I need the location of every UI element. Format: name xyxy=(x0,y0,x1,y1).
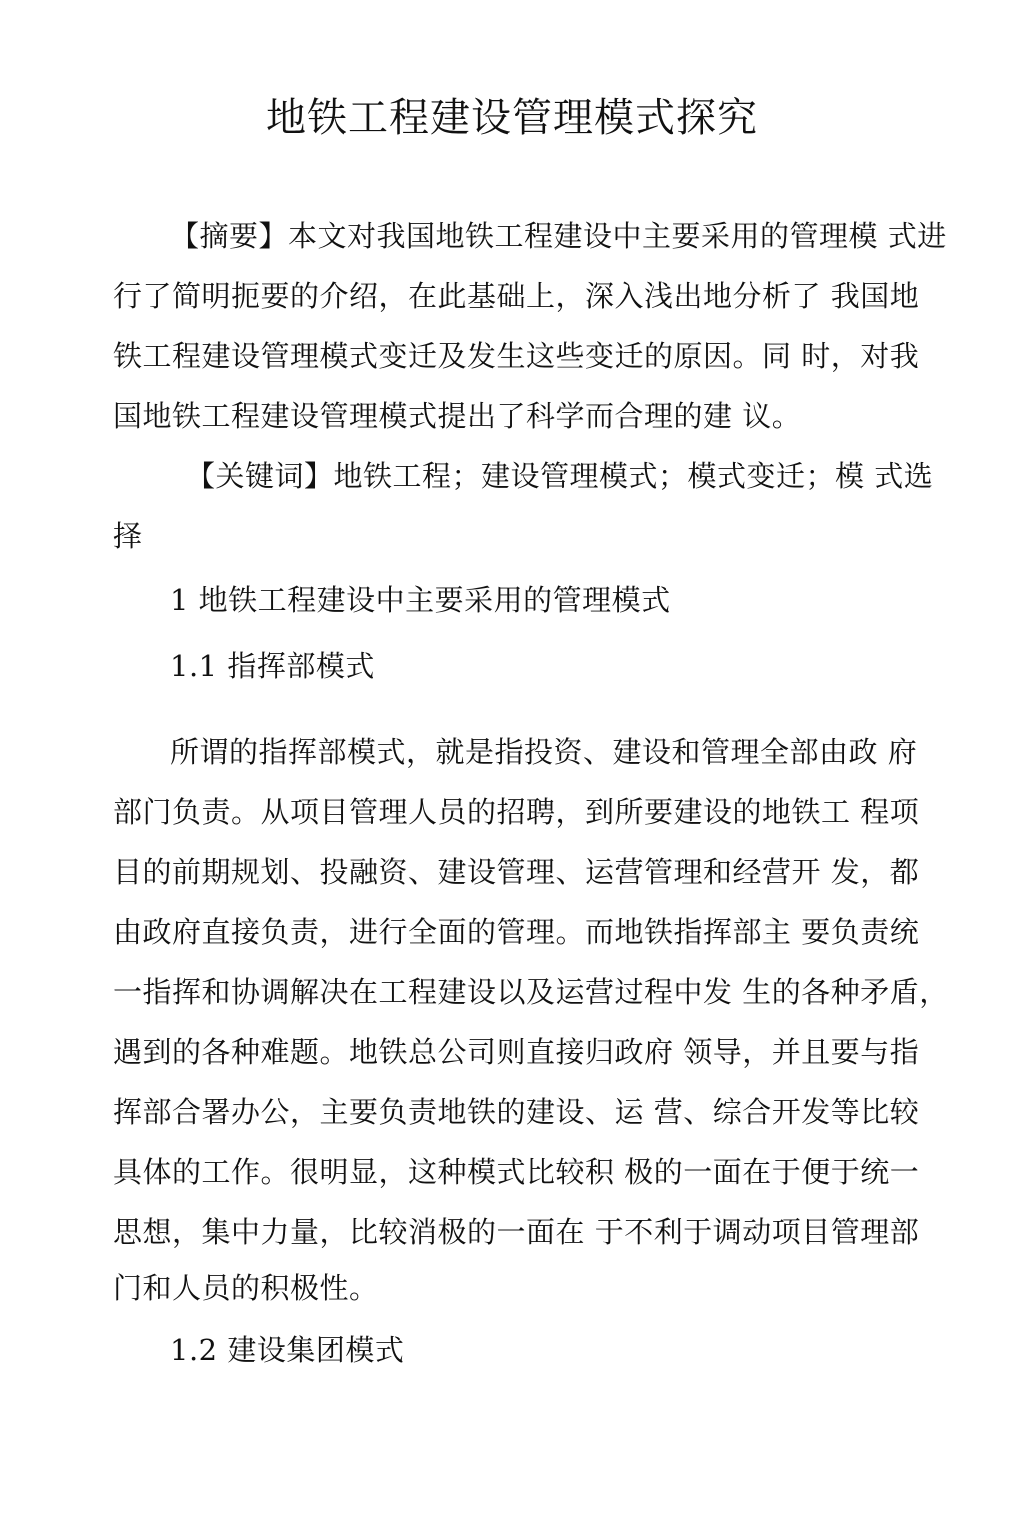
section-1-1-line-7: 挥部合署办公，主要负责地铁的建设、运 营、综合开发等比较 xyxy=(113,1095,920,1129)
section-1-heading: 1 地铁工程建设中主要采用的管理模式 xyxy=(170,583,671,617)
document-title: 地铁工程建设管理模式探究 xyxy=(266,95,758,141)
section-1-1-line-2: 部门负责。从项目管理人员的招聘，到所要建设的地铁工 程项 xyxy=(113,795,920,829)
keywords-line-1: 【关键词】地铁工程；建设管理模式；模式变迁；模 式选 xyxy=(186,459,934,493)
section-1-1-line-4: 由政府直接负责，进行全面的管理。而地铁指挥部主 要负责统 xyxy=(113,915,920,949)
section-1-1-line-5: 一指挥和协调解决在工程建设以及运营过程中发 生的各种矛盾， xyxy=(113,975,949,1009)
keywords-line-2: 择 xyxy=(113,519,143,553)
section-1-1-line-6: 遇到的各种难题。地铁总公司则直接归政府 领导，并且要与指 xyxy=(113,1035,920,1069)
section-1-1-heading: 1.1 指挥部模式 xyxy=(170,649,375,683)
section-1-1-line-9: 思想，集中力量，比较消极的一面在 于不利于调动项目管理部 xyxy=(113,1215,920,1249)
abstract-line-4: 国地铁工程建设管理模式提出了科学而合理的建 议。 xyxy=(113,399,802,433)
abstract-line-1: 【摘要】本文对我国地铁工程建设中主要采用的管理模 式进 xyxy=(170,219,947,253)
section-1-2-heading: 1.2 建设集团模式 xyxy=(170,1333,405,1367)
abstract-line-2: 行了简明扼要的介绍，在此基础上，深入浅出地分析了 我国地 xyxy=(113,279,920,313)
section-1-1-line-10: 门和人员的积极性。 xyxy=(113,1271,379,1305)
section-1-1-line-3: 目的前期规划、投融资、建设管理、运营管理和经营开 发，都 xyxy=(113,855,920,889)
section-1-1-line-1: 所谓的指挥部模式，就是指投资、建设和管理全部由政 府 xyxy=(170,735,918,769)
abstract-line-3: 铁工程建设管理模式变迁及发生这些变迁的原因。同 时，对我 xyxy=(113,339,920,373)
section-1-1-line-8: 具体的工作。很明显，这种模式比较积 极的一面在于便于统一 xyxy=(113,1155,920,1189)
